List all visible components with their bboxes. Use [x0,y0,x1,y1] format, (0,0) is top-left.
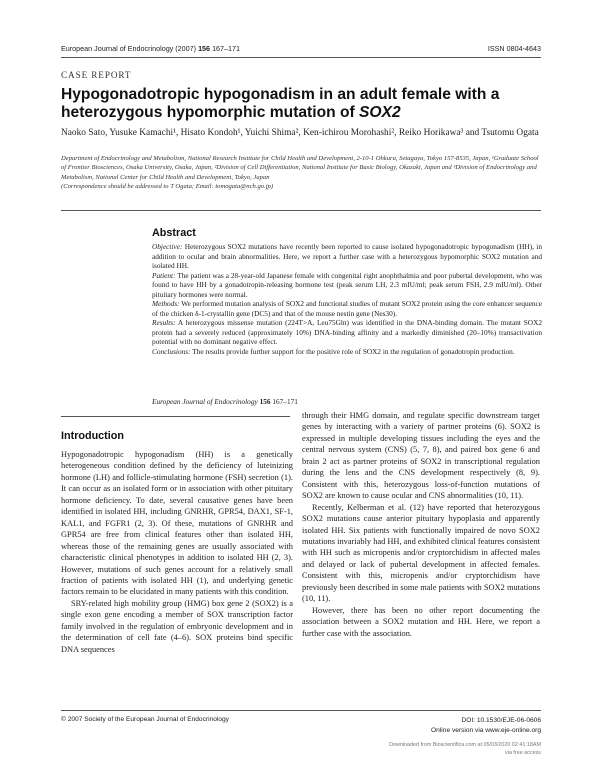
results-label: Results: [152,318,176,328]
intro-paragraph-3: through their HMG domain, and regulate specific downstream target genes by interacting with a variety of partner proteins (6). SOX2 is expressed in multiple developing tissues including the eyes and the central nervous system (CNS) (5, 7, 8), and paired box gene 6 and brain 2 act as partner proteins of SOX2 in transcriptional regulation during the lens and the CNS development respectively (8, 9). Consistent with this, heterozygous loss-of-function mutations of SOX2 are known to cause ocular and CNS abnormalities (10, 11). [302,411,540,501]
abstract-bottom-rule [61,416,290,417]
issn: ISSN 0804-4643 [487,44,541,53]
intro-paragraph-5: However, there has been no other report documenting the association between a SOX2 mutation and HH. Here, we report a further case with the association. [302,605,540,638]
patient-label: Patient: [152,270,176,280]
left-column [61,449,293,655]
abstract-patient [152,271,542,300]
journal-pages: 167–171 [212,44,241,53]
header-rule [61,57,541,58]
abstract-objective [152,242,542,271]
abstract-conclusions [152,347,542,357]
journal-name: European Journal of Endocrinology (2007) [61,44,197,53]
article-type: CASE REPORT [61,70,132,80]
methods-text: We performed mutation analysis of SOX2 and functional studies of mutant SOX2 protein using the core enhancer sequence of the chicken δ-1-crystallin gene (DC5) and that of the mouse nestin gene (Nes30). [152,299,542,318]
conclusions-text: The results provide further support for the positive role of SOX2 in the regulation of gonadotropin production. [190,347,515,357]
conclusions-label: Conclusions: [152,347,191,357]
objective-text: Heterozygous SOX2 mutations have recently been reported to cause isolated hypogonadotropic hypogonadism (HH), in addition to ocular and brain abnormalities. Here, we report a further case with a heterozygous hypomorphic SOX2 mutation and isolated HH. [152,242,542,271]
patient-text: The patient was a 28-year-old Japanese female with congenital right anophthalmia and poor pubertal development, who was found to have HH by a gonadotropin-releasing hormone test (peak serum LH, 2.3 mIU/ml; peak serum FSH, 2.9 mIU/ml). Other pituitary hormones were normal. [152,270,542,299]
doi-block [431,716,541,735]
abstract-citation [152,397,298,406]
online-link: Online version via www.eje-online.org [431,726,541,734]
right-column [302,410,540,639]
download-info: Downloaded from Bioscientifica.com at 05/03/2020 02:41:18AM [389,742,541,748]
abstract-results [152,318,542,347]
access-info: via free access [505,750,541,756]
citation-volume: 156 [259,397,271,406]
footer-rule [61,710,541,711]
abstract-heading: Abstract [152,227,196,239]
running-header-journal [61,44,240,53]
methods-label: Methods: [152,299,180,309]
affiliations: Department of Endocrinology and Metabolism, National Research Institute for Child Health and Development, 2-10-1 Ohkura, Setagaya, Tokyo 157-8535, Japan, ¹Graduate School of Frontier Biosciences, Osaka University, Osaka, Japan, ²Division of Cell Differentiation, National Institute for Basic Biology, Okazaki, Japan and ³Division of Endocrinology and Metabolism, National Center for Child Health and Development, Tokyo, Japan [61,155,539,181]
citation-pages: 167–171 [272,397,298,406]
doi: DOI: 10.1530/EJE-06-0606 [461,717,541,724]
citation-journal: European Journal of Endocrinology [152,397,258,406]
results-text: A heterozygous missense mutation (224T>A, Leu75Gln) was identified in the DNA-binding domain. The mutant SOX2 protein had a severely reduced (approximately 10%) DNA-binding affinity and a markedly diminished (20–10%) transactivation potential with no dominant negative effect. [152,318,542,347]
abstract-body [152,242,542,357]
title-gene: SOX2 [359,104,401,121]
abstract-methods [152,299,542,318]
intro-paragraph-4: Recently, Kelberman et al. (12) have reported that heterozygous SOX2 mutations cause anterior pituitary hypoplasia and apparently isolated HH. Six patients with functionally impaired de novo SOX2 mutations invariably had HH, and exhibited clinical features consistent with HH such as micropenis and/or cryptorchidism in affected males and delayed or lack of pubertal development in affected females. Consistent with this, micropenis and/or cryptorchidism have previously been described in some male patients with SOX2 mutations (10, 11). [302,502,540,604]
intro-paragraph-1: Hypogonadotropic hypogonadism (HH) is a genetically heterogeneous condition defined by the deficiency of luteinizing hormone (LH) and follicle-stimulating hormone (FSH) secretion (1). It can occur as an isolated form or in association with other pituitary hormone deficiency. To date, several causative genes have been identified in isolated HH, including GNRHR, GPR54, DAX1, SF-1, KAL1, and FGFR1 (2, 3). Of these, mutations of GNRHR and GPR54 are free from clinical features other than isolated HH, whereas those of the remaining genes are usually associated with characteristic clinical phenotypes in addition to isolated HH (2, 3). However, mutations of such genes account for a relatively small fraction of patients with isolated HH (1), and underlying genetic factors remain to be elucidated in many patients with this condition. [61,450,293,597]
journal-volume: 156 [198,44,211,53]
copyright: © 2007 Society of the European Journal of Endocrinology [61,716,229,723]
title-main: Hypogonadotropic hypogonadism in an adult female with a heterozygous hypomorphic mutation of [61,86,500,121]
abstract-top-rule [61,210,541,211]
objective-label: Objective: [152,242,183,251]
correspondence: (Correspondence should be addressed to T Ogata; Email: tomogata@nch.go.jp) [61,183,274,190]
article-title [61,86,541,122]
download-stamp [389,741,541,757]
introduction-heading: Introduction [61,430,124,442]
intro-paragraph-2: SRY-related high mobility group (HMG) box gene 2 (SOX2) is a single exon gene encoding a member of SOX transcription factor family involved in the regulation of embryonic development and in the determination of cell fate (4–6). SOX proteins bind specific DNA sequences [61,598,293,654]
author-list: Naoko Sato, Yusuke Kamachi¹, Hisato Kondoh¹, Yuichi Shima², Ken-ichirou Morohashi², Reiko Horikawa³ and Tsutomu Ogata [61,128,539,138]
